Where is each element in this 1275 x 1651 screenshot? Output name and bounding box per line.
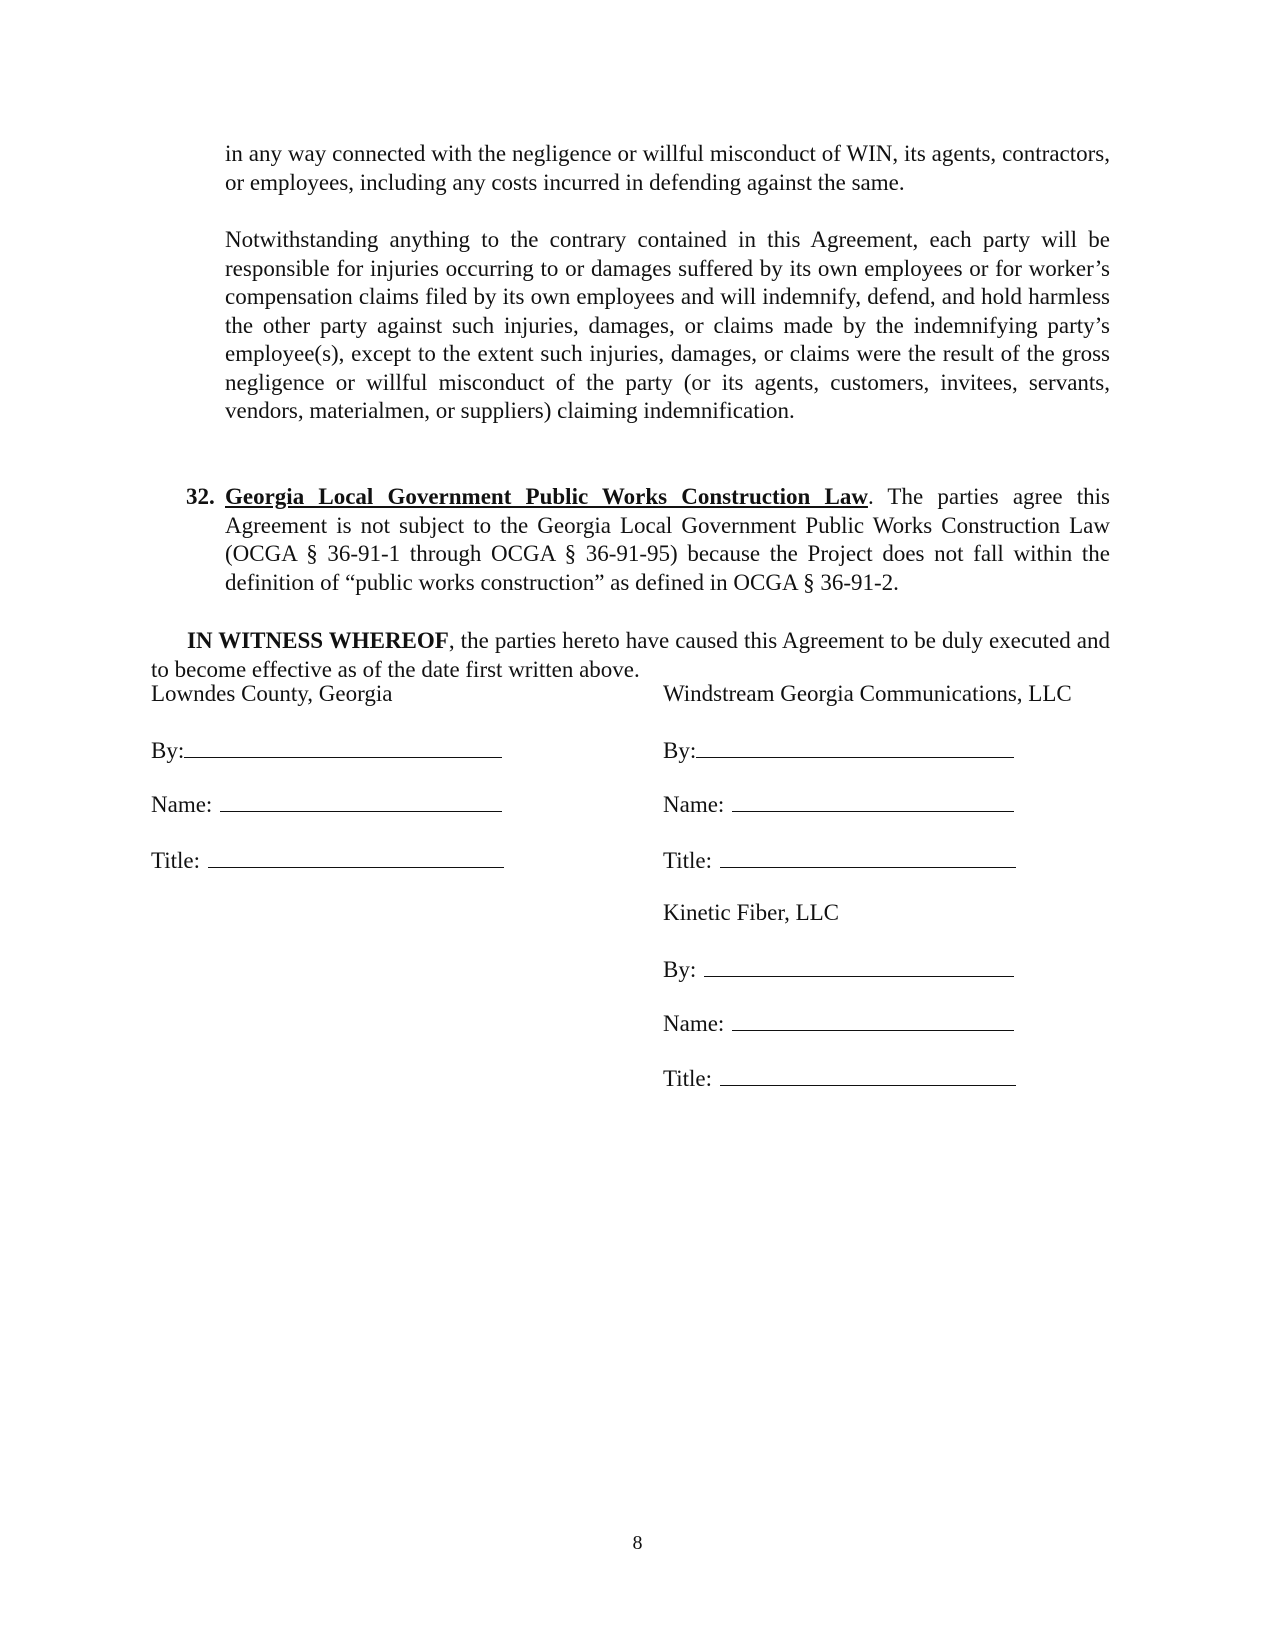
signature-rule: [208, 845, 504, 868]
by-label: By:: [151, 738, 185, 763]
name-line-kinetic[interactable]: [663, 1008, 1014, 1038]
signature-rule: [720, 1063, 1016, 1086]
by-label: By:: [663, 738, 697, 763]
witness-lead: IN WITNESS WHEREOF: [187, 628, 449, 653]
section-32-heading: Georgia Local Government Public Works Construction Law: [225, 484, 868, 509]
name-line-county[interactable]: [151, 789, 502, 819]
name-label: Name:: [151, 792, 213, 817]
name-label: Name:: [663, 1011, 725, 1036]
title-label: Title:: [151, 848, 201, 873]
signature-rule: [704, 954, 1014, 977]
title-label: Title:: [663, 848, 713, 873]
section-32-body: [225, 483, 1110, 597]
witness-clause: [151, 627, 1110, 684]
name-line-windstream[interactable]: [663, 789, 1014, 819]
party-name-kinetic: Kinetic Fiber, LLC: [663, 900, 840, 925]
witness-text: , the parties hereto have caused this Agreement to be duly executed and to become effective as of the date first written above.: [151, 628, 1110, 682]
section-32-number: 32.: [186, 484, 215, 509]
by-line-kinetic[interactable]: [663, 954, 1014, 984]
section-32-text: The parties agree this Agreement is not subject to the Georgia Local Government Public Works Construction Law (OCGA § 36-91-1 through OCGA § 36-91-95) because the Project does not fall within the definition of “public works construction” as defined in OCGA § 36-91-2.: [225, 484, 1111, 595]
section-32-heading-period: .: [867, 484, 874, 509]
signature-rule: [732, 1008, 1014, 1031]
title-line-windstream[interactable]: [663, 845, 1016, 875]
signature-rule: [732, 789, 1014, 812]
paragraph-notwithstanding: Notwithstanding anything to the contrary contained in this Agreement, each party will be responsible for injuries occurring to or damages suffered by its own employees or for worker’s compensation claims filed by its own employees and will indemnify, defend, and hold harmless the other party against such injuries, damages, or claims made by the indemnifying party’s employee(s), except to the extent such injuries, damages, or claims were the result of the gross negligence or willful misconduct of the party (or its agents, customers, invitees, servants, vendors, materialmen, or suppliers) claiming indemnification.: [225, 227, 1110, 423]
party-name-county: Lowndes County, Georgia: [151, 681, 393, 706]
name-label: Name:: [663, 792, 725, 817]
signature-rule: [220, 789, 502, 812]
signature-rule: [184, 735, 502, 758]
page-number: 8: [632, 1532, 643, 1554]
paragraph-indemnity-continuation: in any way connected with the negligence or willful misconduct of WIN, its agents, contractors, or employees, including any costs incurred in defending against the same.: [225, 141, 1110, 195]
title-line-kinetic[interactable]: [663, 1063, 1016, 1093]
signature-rule: [696, 735, 1014, 758]
by-line-windstream[interactable]: [663, 735, 1014, 765]
by-label: By:: [663, 957, 697, 982]
party-name-windstream: Windstream Georgia Communications, LLC: [663, 681, 1072, 706]
by-line-county[interactable]: [151, 735, 502, 765]
title-label: Title:: [663, 1066, 713, 1091]
title-line-county[interactable]: [151, 845, 504, 875]
signature-rule: [720, 845, 1016, 868]
